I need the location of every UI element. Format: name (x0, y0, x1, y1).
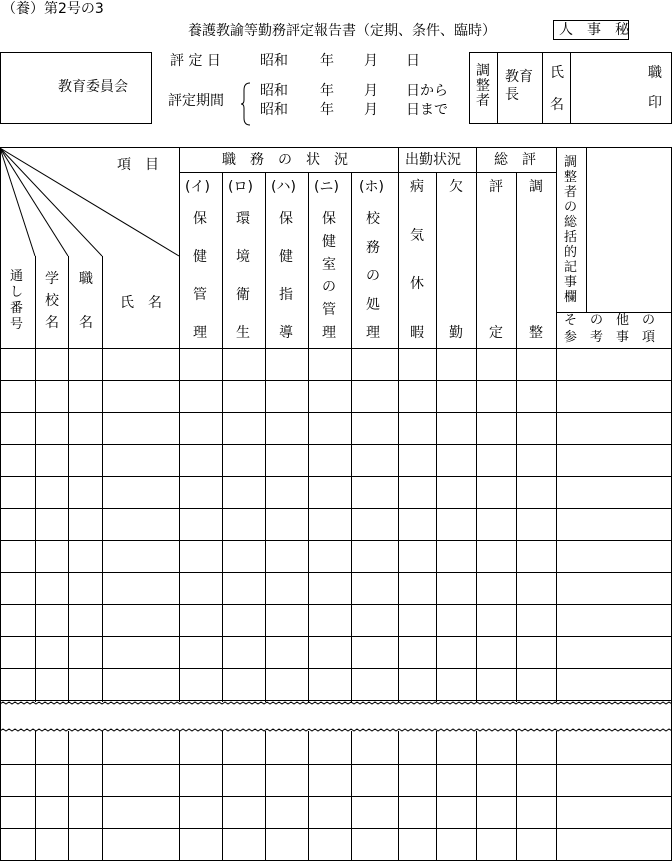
period-to-year: 年 (320, 102, 334, 118)
attendance-header: 出勤状況 (405, 152, 461, 168)
duty-d-mark: (ニ) (314, 179, 339, 195)
adjuster-label: 調 整 者 (476, 63, 490, 109)
duty-a-mark: (イ) (185, 179, 210, 195)
post-name-header: 職 名 (79, 271, 93, 331)
break-line-bottom (0, 729, 672, 731)
period-from-era: 昭和 (260, 83, 288, 99)
adjustment-header: 調 整 (529, 179, 543, 341)
serial-number-header: 通 し 番 号 (10, 269, 24, 332)
duty-b-label: 環 境 衛 生 (236, 211, 250, 341)
form-number: （養）第2号の3 (2, 1, 104, 17)
period-from-day: 日から (406, 83, 448, 99)
name-label-2: 名 (550, 97, 564, 113)
overall-header: 総 評 (494, 152, 536, 168)
name-header: 氏 名 (120, 295, 162, 311)
sick-leave-header: 病 気 休 暇 (410, 179, 424, 341)
duty-d-label: 保 健 室 の 管 理 (322, 211, 336, 341)
period-to-era: 昭和 (260, 102, 288, 118)
duty-c-mark: (ハ) (271, 179, 296, 195)
position-label: 職 (648, 65, 662, 81)
duty-status-header: 職 務 の 状 況 (222, 152, 348, 168)
eval-date-era: 昭和 (260, 53, 288, 69)
name-label-1: 氏 (550, 65, 564, 81)
duty-a-label: 保 健 管 理 (193, 211, 207, 341)
eval-date-year: 年 (320, 53, 334, 69)
form-title: 養護教諭等勤務評定報告書（定期、条件、臨時） (188, 23, 496, 39)
item-label: 項 目 (117, 157, 159, 173)
eval-date-month: 月 (364, 53, 378, 69)
duty-e-label: 校 務 の 処 理 (366, 211, 380, 341)
period-from-year: 年 (320, 83, 334, 99)
edu-chief-label-2: 長 (505, 87, 519, 103)
seal-label: 印 (648, 95, 662, 111)
rating-header: 評 定 (489, 179, 503, 341)
absence-header: 欠 勤 (449, 179, 463, 341)
period-from-month: 月 (364, 83, 378, 99)
duty-b-mark: (ロ) (228, 179, 253, 195)
period-to-day: 日まで (406, 102, 448, 118)
other-notes-line-1: そ の 他 の (564, 313, 656, 328)
adjuster-remarks-header: 調 整 者 の 総 括 的 記 事 欄 (564, 155, 578, 305)
period-to-month: 月 (364, 102, 378, 118)
other-notes-line-2: 参 考 事 項 (564, 330, 656, 345)
eval-period-label: 評定期間 (168, 93, 224, 109)
duty-c-label: 保 健 指 導 (279, 211, 293, 341)
eval-date-label: 評 定 日 (170, 53, 221, 69)
edu-chief-label-1: 教育 (505, 69, 533, 85)
school-name-header: 学 校 名 (45, 271, 59, 331)
duty-e-mark: (ホ) (359, 179, 384, 195)
break-line-top (0, 702, 672, 704)
secret-label: 人 事 秘 (559, 22, 629, 38)
board-label: 教育委員会 (58, 79, 128, 95)
eval-date-day: 日 (406, 53, 420, 69)
